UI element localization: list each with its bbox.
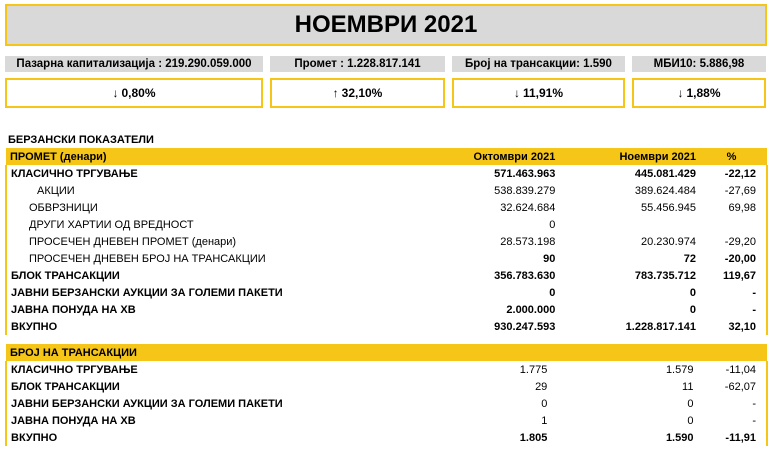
kpi-value-box — [270, 78, 445, 108]
row-percent: 119,67 — [722, 269, 756, 282]
row-percent: -20,00 — [724, 252, 756, 265]
row-label: ДРУГИ ХАРТИИ ОД ВРЕДНОСТ — [29, 218, 194, 231]
row-percent: -62,07 — [724, 380, 756, 393]
table-row — [6, 250, 767, 267]
row-october: 32.624.684 — [500, 201, 556, 214]
row-label: ПРОСЕЧЕН ДНЕВЕН ПРОМЕТ (денари) — [29, 235, 237, 248]
row-label: ВКУПНО — [11, 320, 58, 333]
row-percent: - — [752, 397, 756, 410]
row-november: 0 — [689, 303, 697, 316]
row-november: 20.230.974 — [640, 235, 697, 248]
row-october: 1.775 — [519, 363, 548, 376]
row-percent: - — [752, 286, 756, 299]
row-november: 1.579 — [665, 363, 694, 376]
header-label: ПРОМЕТ (денари) — [6, 148, 358, 165]
row-percent: -22,12 — [724, 167, 756, 180]
kpi-value: 1,88% — [686, 86, 721, 100]
row-october: 356.783.630 — [494, 269, 556, 282]
header-october: Октомври 2021 — [358, 148, 555, 165]
row-october: 28.573.198 — [500, 235, 556, 248]
row-label: АКЦИИ — [37, 184, 75, 197]
row-october: 0 — [549, 218, 556, 231]
table-row — [6, 199, 767, 216]
table-row — [6, 412, 767, 429]
row-october: 930.247.593 — [494, 320, 556, 333]
row-november: 55.456.945 — [640, 201, 697, 214]
arrow-up-icon: ↑ — [332, 86, 339, 100]
header-empty — [547, 344, 693, 361]
kpi-value-box — [632, 78, 766, 108]
row-percent: -11,91 — [725, 431, 756, 444]
header-empty — [340, 344, 547, 361]
section-caption: БЕРЗАНСКИ ПОКАЗАТЕЛИ — [8, 134, 154, 146]
kpi-market-cap — [5, 56, 263, 108]
row-label: ЈАВНИ БЕРЗАНСКИ АУКЦИИ ЗА ГОЛЕМИ ПАКЕТИ — [11, 286, 283, 299]
row-percent: -11,04 — [725, 363, 756, 376]
row-october: 2.000.000 — [506, 303, 556, 316]
kpi-transactions — [452, 56, 625, 108]
table-header-row — [6, 148, 767, 165]
row-november: 0 — [687, 397, 694, 410]
row-november: 1.228.817.141 — [625, 320, 697, 333]
header-percent: % — [696, 148, 767, 165]
kpi-value: 11,91% — [522, 86, 564, 100]
row-label: ВКУПНО — [11, 431, 58, 444]
row-label: ЈАВНА ПОНУДА НА ХВ — [11, 414, 136, 427]
table-row — [6, 284, 767, 301]
row-november — [555, 216, 696, 233]
row-label: ОБВРЗНИЦИ — [29, 201, 98, 214]
row-label: ПРОСЕЧЕН ДНЕВЕН БРОЈ НА ТРАНСАКЦИИ — [29, 252, 266, 265]
table-row — [6, 361, 767, 378]
row-october: 90 — [543, 252, 556, 265]
row-percent: - — [752, 303, 756, 316]
row-label: КЛАСИЧНО ТРГУВАЊЕ — [11, 363, 138, 376]
table-row — [6, 182, 767, 199]
kpi-value-box — [5, 78, 263, 108]
row-label: ЈАВНИ БЕРЗАНСКИ АУКЦИИ ЗА ГОЛЕМИ ПАКЕТИ — [11, 397, 283, 410]
table-row — [6, 233, 767, 250]
arrow-down-icon: ↓ — [677, 86, 684, 100]
kpi-label: МБИ10: 5.886,98 — [632, 56, 766, 72]
kpi-value: 0,80% — [121, 86, 156, 100]
kpi-value: 32,10% — [341, 86, 383, 100]
table-row — [6, 267, 767, 284]
row-label: КЛАСИЧНО ТРГУВАЊЕ — [11, 167, 138, 180]
row-november: 1.590 — [665, 431, 694, 444]
row-percent: - — [752, 414, 756, 427]
row-november: 0 — [689, 286, 697, 299]
transactions-table — [5, 344, 768, 446]
row-percent: 32,10 — [728, 320, 756, 333]
row-november: 0 — [687, 414, 694, 427]
kpi-value-box — [452, 78, 625, 108]
row-october: 29 — [535, 380, 548, 393]
row-november: 11 — [682, 380, 694, 393]
row-october: 1.805 — [519, 431, 548, 444]
row-label: ЈАВНА ПОНУДА НА ХВ — [11, 303, 136, 316]
turnover-table — [5, 148, 768, 335]
table-row — [6, 165, 767, 182]
row-november: 783.735.712 — [634, 269, 697, 282]
kpi-label: Промет : 1.228.817.141 — [270, 56, 445, 72]
header-november: Ноември 2021 — [555, 148, 696, 165]
header-empty — [693, 344, 767, 361]
kpi-turnover — [270, 56, 445, 108]
table-row-total — [6, 429, 767, 446]
header-label: БРОЈ НА ТРАНСАКЦИИ — [6, 344, 340, 361]
row-october: 0 — [541, 397, 548, 410]
table-row — [6, 301, 767, 318]
row-november: 445.081.429 — [634, 167, 697, 180]
row-percent: 69,98 — [728, 201, 756, 214]
row-october: 1 — [541, 414, 548, 427]
table-row-total — [6, 318, 767, 335]
kpi-mbi10 — [632, 56, 766, 108]
row-percent — [696, 216, 767, 233]
row-label: БЛОК ТРАНСАКЦИИ — [11, 380, 120, 393]
row-october: 571.463.963 — [494, 167, 556, 180]
table-row — [6, 378, 767, 395]
row-percent: -27,69 — [724, 184, 756, 197]
kpi-label: Број на трансакции: 1.590 — [452, 56, 625, 72]
table-row — [6, 395, 767, 412]
row-percent: -29,20 — [724, 235, 756, 248]
row-november: 72 — [683, 252, 697, 265]
arrow-down-icon: ↓ — [112, 86, 119, 100]
row-october: 538.839.279 — [494, 184, 556, 197]
kpi-label: Пазарна капитализација : 219.290.059.000 — [5, 56, 263, 72]
table-row — [6, 216, 767, 233]
row-october: 0 — [549, 286, 556, 299]
page-title: НОЕМВРИ 2021 — [5, 4, 767, 46]
table-header-row — [6, 344, 767, 361]
row-label: БЛОК ТРАНСАКЦИИ — [11, 269, 120, 282]
row-november: 389.624.484 — [634, 184, 697, 197]
arrow-down-icon: ↓ — [513, 86, 520, 100]
